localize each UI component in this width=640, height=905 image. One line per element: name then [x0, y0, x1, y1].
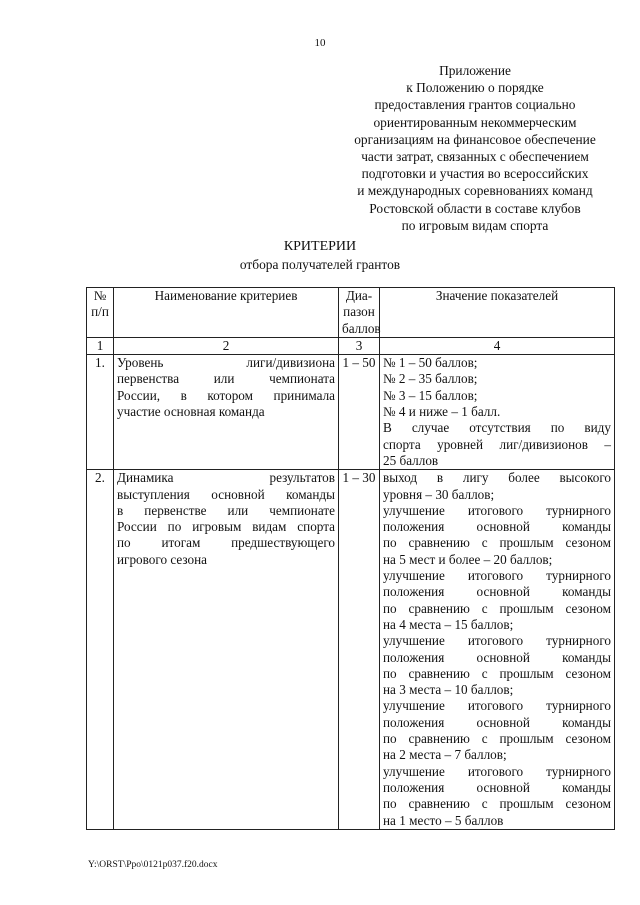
row-num: 2. — [87, 470, 114, 830]
column-number-row — [87, 337, 615, 354]
appendix-line: ориентированным некоммерческим — [373, 114, 577, 130]
document-subtitle: отбора получателей грантов — [239, 257, 401, 272]
page-number: 10 — [314, 37, 326, 49]
row-num: 1. — [87, 355, 114, 470]
score-range: 1 – 50 — [339, 355, 380, 470]
table-row — [87, 355, 615, 470]
header-name: Наименование критериев — [114, 288, 339, 338]
appendix-header — [326, 62, 624, 234]
indicator-values: выход в лигу более высокого уровня – 30 баллов; улучшение итогового турнирного положения основной команды по сравнению с прошлым сезоном на 5 мест и более – 20 баллов; улучшение итогового турнирного положения основной команды по сравнению с прошлым сезоном на 4 места – 15 баллов; улучшение итогового турнирного положения основной команды по сравнению с прошлым сезоном на 3 места – 10 баллов; улучшение итогового турнирного положения основной команды по сравнению с прошлым сезоном на 2 места – 7 баллов; улучшение итогового турнирного положения основной команды по сравнению с прошлым сезоном на 1 место – 5 баллов — [380, 470, 615, 830]
header-range: Диа- пазон баллов — [339, 288, 380, 338]
appendix-line: подготовки и участия во всероссийских — [361, 166, 589, 182]
appendix-line: организациям на финансовое обеспечение — [354, 131, 596, 147]
table-row — [87, 470, 615, 830]
header-value: Значение показателей — [380, 288, 615, 338]
appendix-line: к Положению о порядке — [406, 80, 544, 96]
appendix-line: предоставления грантов социально — [374, 97, 576, 113]
appendix-line: Приложение — [439, 63, 511, 78]
document-title: КРИТЕРИИ — [283, 239, 357, 254]
col-number: 2 — [114, 337, 339, 354]
header-num: № п/п — [87, 288, 114, 338]
appendix-line: части затрат, связанных с обеспечением — [361, 149, 589, 165]
col-number: 3 — [339, 337, 380, 354]
table-header-row — [87, 288, 615, 338]
appendix-line: по игровым видам спорта — [401, 217, 549, 233]
appendix-line: и международных соревнованиях команд — [357, 183, 593, 199]
criterion-name: Динамика результатов выступления основной команды в первенстве или чемпионате России по игровым видам спорта по итогам предшествующего игрового сезона — [114, 470, 339, 830]
col-number: 1 — [87, 337, 114, 354]
file-path-footer: Y:\ORST\Ppo\0121p037.f20.docx — [88, 860, 218, 870]
criteria-table — [86, 287, 615, 830]
criterion-name: Уровень лиги/дивизиона первенства или чемпионата России, в котором принимала участие основная команда — [114, 355, 339, 470]
col-number: 4 — [380, 337, 615, 354]
appendix-line: Ростовской области в составе клубов — [369, 200, 581, 216]
indicator-values: № 1 – 50 баллов; № 2 – 35 баллов; № 3 – 15 баллов; № 4 и ниже – 1 балл. В случае отсутствия по виду спорта уровней лиг/дивизионов – 25 баллов — [380, 355, 615, 470]
score-range: 1 – 30 — [339, 470, 380, 830]
